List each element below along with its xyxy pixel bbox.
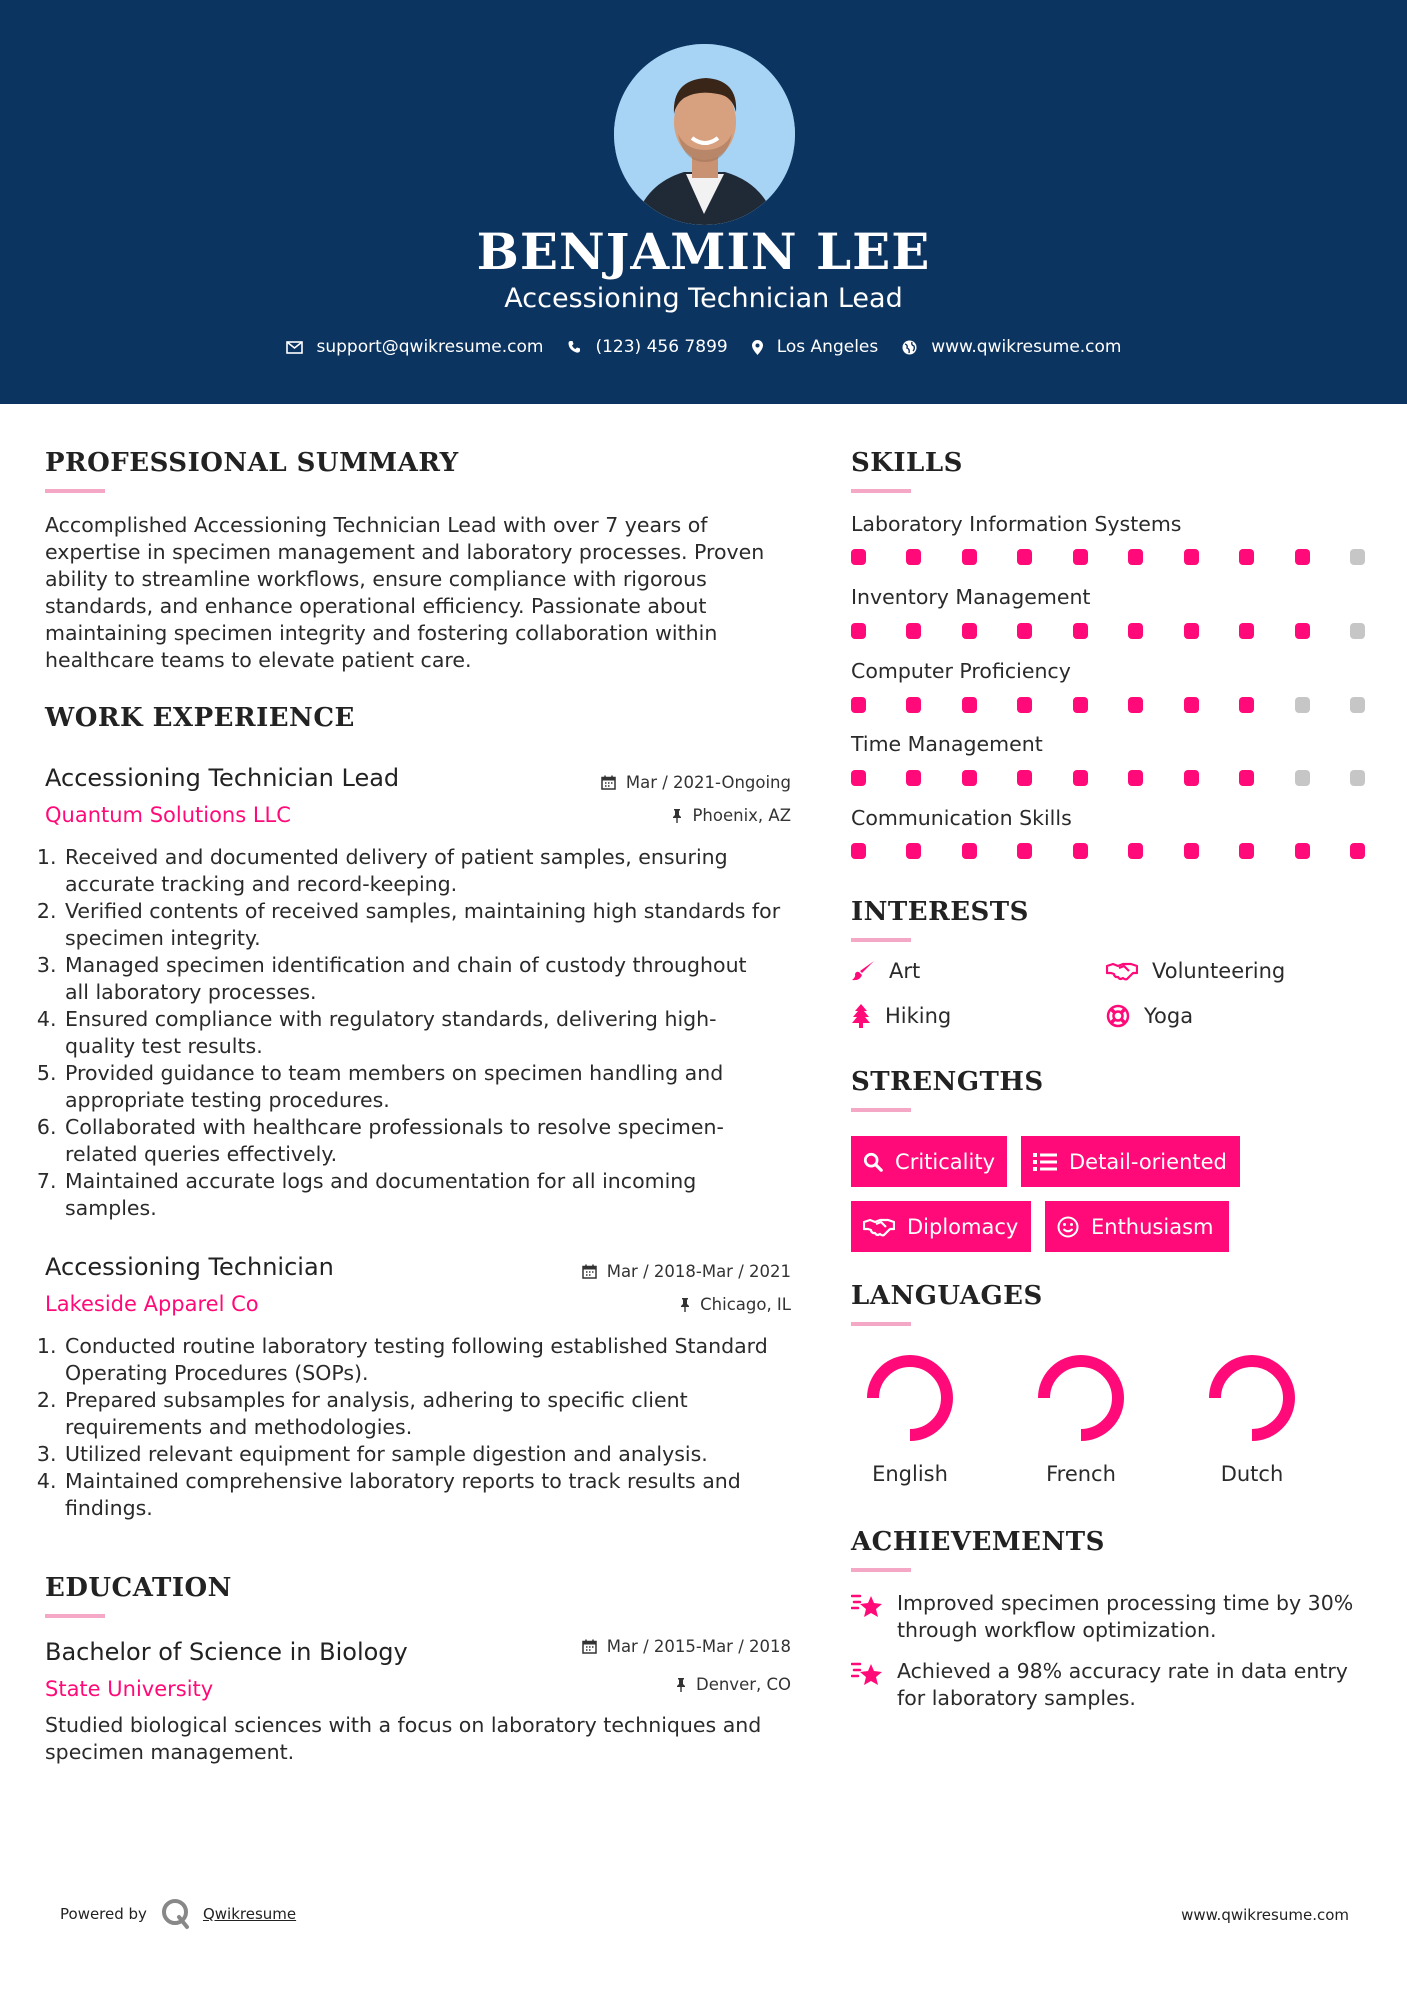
- skill-name: Laboratory Information Systems: [851, 512, 1182, 536]
- skill-dot: [1128, 549, 1143, 565]
- calendar-icon: [601, 775, 616, 790]
- achievements-heading: ACHIEVEMENTS: [851, 1527, 1105, 1557]
- language-french: [1021, 1352, 1141, 1486]
- list-item: 2. Prepared subsamples for analysis, adhering to specific client requirements and methodologies.: [63, 1387, 805, 1441]
- language-gauge: [1021, 1352, 1141, 1444]
- globe-icon: [902, 340, 917, 355]
- skill-dot: [906, 770, 921, 786]
- skill-rating: [851, 697, 1365, 713]
- languages-heading: LANGUAGES: [851, 1281, 1043, 1311]
- skill-dot: [851, 549, 866, 565]
- skill-dot: [1184, 549, 1199, 565]
- strengths-heading: STRENGTHS: [851, 1067, 1044, 1097]
- job-location: Chicago, IL: [680, 1295, 791, 1314]
- contact-phone-text: (123) 456 7899: [595, 337, 728, 357]
- skill-dot: [1350, 770, 1365, 786]
- skill-dot: [1295, 770, 1310, 786]
- job-responsibilities: [45, 1333, 805, 1522]
- skill-dot: [906, 623, 921, 639]
- job-dates: Mar / 2021-Ongoing: [601, 773, 791, 792]
- job-title: Accessioning Technician Lead: [45, 764, 400, 792]
- summary-heading: PROFESSIONAL SUMMARY: [45, 448, 459, 478]
- skill-dot: [1017, 843, 1032, 859]
- company-name: Lakeside Apparel Co: [45, 1292, 259, 1316]
- language-arc: [1044, 1361, 1118, 1435]
- skill-dot: [851, 770, 866, 786]
- skill-dot: [962, 770, 977, 786]
- strength-chip: Criticality: [851, 1136, 1007, 1187]
- skill-dot: [1239, 770, 1254, 786]
- skill-dot: [1350, 623, 1365, 639]
- shooting-star-icon: [851, 1660, 885, 1688]
- shooting-star-icon: [851, 1592, 885, 1620]
- skill-dot: [1073, 770, 1088, 786]
- skill-dot: [1128, 623, 1143, 639]
- skill-dot: [1350, 549, 1365, 565]
- job-dates: Mar / 2018-Mar / 2021: [582, 1262, 791, 1281]
- skill-dot: [851, 843, 866, 859]
- paintbrush-icon: [851, 960, 875, 982]
- skill-dot: [1239, 549, 1254, 565]
- pushpin-icon: [680, 1297, 690, 1312]
- skill-name: Communication Skills: [851, 806, 1072, 830]
- list-item: 5. Provided guidance to team members on specimen handling and appropriate testing procedures.: [63, 1060, 805, 1114]
- interest-yoga: Yoga: [1106, 1004, 1193, 1028]
- handshake-icon: [863, 1217, 895, 1237]
- calendar-icon: [582, 1639, 597, 1654]
- list-item: 6. Collaborated with healthcare professionals to resolve specimen- related queries effectively.: [63, 1114, 805, 1168]
- contact-location-text: Los Angeles: [776, 337, 879, 357]
- skill-rating: [851, 770, 1365, 786]
- skill-dot: [1350, 697, 1365, 713]
- list-item: 4. Maintained comprehensive laboratory reports to track results and findings.: [63, 1468, 805, 1522]
- contact-bar: [0, 337, 1407, 357]
- skill-dot: [1350, 843, 1365, 859]
- skill-dot: [906, 549, 921, 565]
- list-item: 7. Maintained accurate logs and documentation for all incoming samples.: [63, 1168, 805, 1222]
- contact-email[interactable]: [286, 337, 544, 357]
- list-item: 1. Received and documented delivery of patient samples, ensuring accurate tracking and record-keeping.: [63, 844, 805, 898]
- education-location: Denver, CO: [676, 1675, 791, 1694]
- skill-dot: [1073, 843, 1088, 859]
- footer-powered-by: Powered by Qwikresume: [60, 1898, 296, 1930]
- language-english: [850, 1352, 970, 1486]
- skill-name: Computer Proficiency: [851, 659, 1071, 683]
- language-dutch: [1192, 1352, 1312, 1486]
- education-dates: Mar / 2015-Mar / 2018: [582, 1637, 791, 1656]
- list-item: 3. Managed specimen identification and chain of custody throughout all laboratory processes.: [63, 952, 805, 1006]
- footer-website-link[interactable]: www.qwikresume.com: [1181, 1906, 1349, 1924]
- language-name: Dutch: [1220, 1462, 1284, 1486]
- skill-dot: [1184, 843, 1199, 859]
- interest-art: Art: [851, 959, 920, 983]
- contact-phone[interactable]: [567, 337, 727, 357]
- skill-dot: [906, 843, 921, 859]
- pushpin-icon: [676, 1677, 686, 1692]
- skill-dot: [906, 697, 921, 713]
- list-icon: [1033, 1152, 1057, 1172]
- skill-dot: [1017, 549, 1032, 565]
- qwikresume-logo-icon: [161, 1898, 191, 1930]
- skill-dot: [1295, 843, 1310, 859]
- footer-brand-link[interactable]: Qwikresume: [202, 1905, 297, 1923]
- degree-title: Bachelor of Science in Biology: [45, 1638, 408, 1666]
- school-name: State University: [45, 1677, 214, 1701]
- skill-dot: [1184, 697, 1199, 713]
- job-responsibilities: [45, 844, 805, 1222]
- tree-icon: [851, 1004, 871, 1028]
- list-item: 3. Utilized relevant equipment for sample digestion and analysis.: [63, 1441, 805, 1468]
- pushpin-icon: [672, 808, 682, 823]
- skill-dot: [1017, 770, 1032, 786]
- language-arc: [1215, 1361, 1289, 1435]
- contact-website-text: www.qwikresume.com: [931, 337, 1122, 357]
- resume-header: [0, 0, 1407, 404]
- skill-dot: [1184, 770, 1199, 786]
- handshake-icon: [1106, 961, 1138, 981]
- skill-dot: [962, 843, 977, 859]
- education-underline: [45, 1614, 105, 1618]
- skill-name: Inventory Management: [851, 585, 1091, 609]
- language-gauge: [1192, 1352, 1312, 1444]
- skill-dot: [1073, 549, 1088, 565]
- achievement-item: Improved specimen processing time by 30% through workflow optimization.: [851, 1590, 1371, 1644]
- skill-dot: [1184, 623, 1199, 639]
- education-heading: EDUCATION: [45, 1573, 232, 1603]
- skill-dot: [1295, 549, 1310, 565]
- strengths-underline: [851, 1108, 911, 1112]
- skill-rating: [851, 549, 1365, 565]
- skill-dot: [1073, 697, 1088, 713]
- list-item: 1. Conducted routine laboratory testing following established Standard Operating Procedures (SOPs).: [63, 1333, 805, 1387]
- contact-location: [752, 337, 879, 357]
- interest-hiking: Hiking: [851, 1004, 951, 1028]
- calendar-icon: [582, 1264, 597, 1279]
- lifebuoy-icon: [1106, 1004, 1130, 1028]
- skill-dot: [851, 623, 866, 639]
- strength-chip: Diplomacy: [851, 1201, 1031, 1252]
- job-location: Phoenix, AZ: [672, 806, 791, 825]
- skill-dot: [851, 697, 866, 713]
- contact-email-text: support@qwikresume.com: [316, 337, 544, 357]
- smile-icon: [1057, 1216, 1079, 1238]
- company-name: Quantum Solutions LLC: [45, 803, 291, 827]
- strength-chip: Enthusiasm: [1045, 1201, 1229, 1252]
- profile-photo: [614, 44, 795, 225]
- skill-dot: [1128, 770, 1143, 786]
- summary-text: Accomplished Accessioning Technician Lead with over 7 years of expertise in specimen management and laboratory processes. Proven ability to streamline workflows, ensure compliance with rigorous standards, and enhance operational efficiency. Passionate about maintaining specimen integrity and fostering collaboration within healthcare teams to elevate patient care.: [45, 513, 765, 672]
- contact-website[interactable]: [902, 337, 1121, 357]
- skill-dot: [1239, 843, 1254, 859]
- skill-rating: [851, 623, 1365, 639]
- list-item: 4. Ensured compliance with regulatory standards, delivering high- quality test results.: [63, 1006, 805, 1060]
- candidate-title: Accessioning Technician Lead: [504, 283, 903, 314]
- skill-dot: [1073, 623, 1088, 639]
- skills-heading: SKILLS: [851, 448, 963, 478]
- skill-dot: [1017, 623, 1032, 639]
- skills-underline: [851, 489, 911, 493]
- skill-dot: [1239, 697, 1254, 713]
- language-name: English: [872, 1462, 948, 1486]
- list-item: 2. Verified contents of received samples, maintaining high standards for specimen integrity.: [63, 898, 805, 952]
- languages-underline: [851, 1322, 911, 1326]
- search-icon: [863, 1151, 883, 1173]
- language-arc: [873, 1361, 947, 1435]
- envelope-icon: [286, 341, 303, 354]
- achievements-underline: [851, 1568, 911, 1572]
- experience-heading: WORK EXPERIENCE: [45, 703, 355, 733]
- language-gauge: [850, 1352, 970, 1444]
- skill-name: Time Management: [851, 732, 1043, 756]
- skill-dot: [1295, 623, 1310, 639]
- achievement-item: Achieved a 98% accuracy rate in data entry for laboratory samples.: [851, 1658, 1371, 1712]
- skill-dot: [1128, 843, 1143, 859]
- interests-underline: [851, 938, 911, 942]
- skill-dot: [1017, 697, 1032, 713]
- interests-heading: INTERESTS: [851, 897, 1029, 927]
- skill-dot: [1239, 623, 1254, 639]
- skill-dot: [962, 697, 977, 713]
- summary-underline: [45, 489, 105, 493]
- language-name: French: [1046, 1462, 1116, 1486]
- skill-rating: [851, 843, 1365, 859]
- skill-dot: [962, 623, 977, 639]
- candidate-name: BENJAMIN LEE: [476, 222, 931, 281]
- job-title: Accessioning Technician: [45, 1253, 334, 1281]
- skill-dot: [1295, 697, 1310, 713]
- skill-dot: [1128, 697, 1143, 713]
- education-description: Studied biological sciences with a focus on laboratory techniques and specimen management.: [45, 1713, 762, 1764]
- skill-dot: [962, 549, 977, 565]
- map-pin-icon: [752, 340, 763, 355]
- interest-volunteering: Volunteering: [1106, 959, 1285, 983]
- strength-chip: Detail-oriented: [1021, 1136, 1240, 1187]
- phone-icon: [567, 340, 581, 354]
